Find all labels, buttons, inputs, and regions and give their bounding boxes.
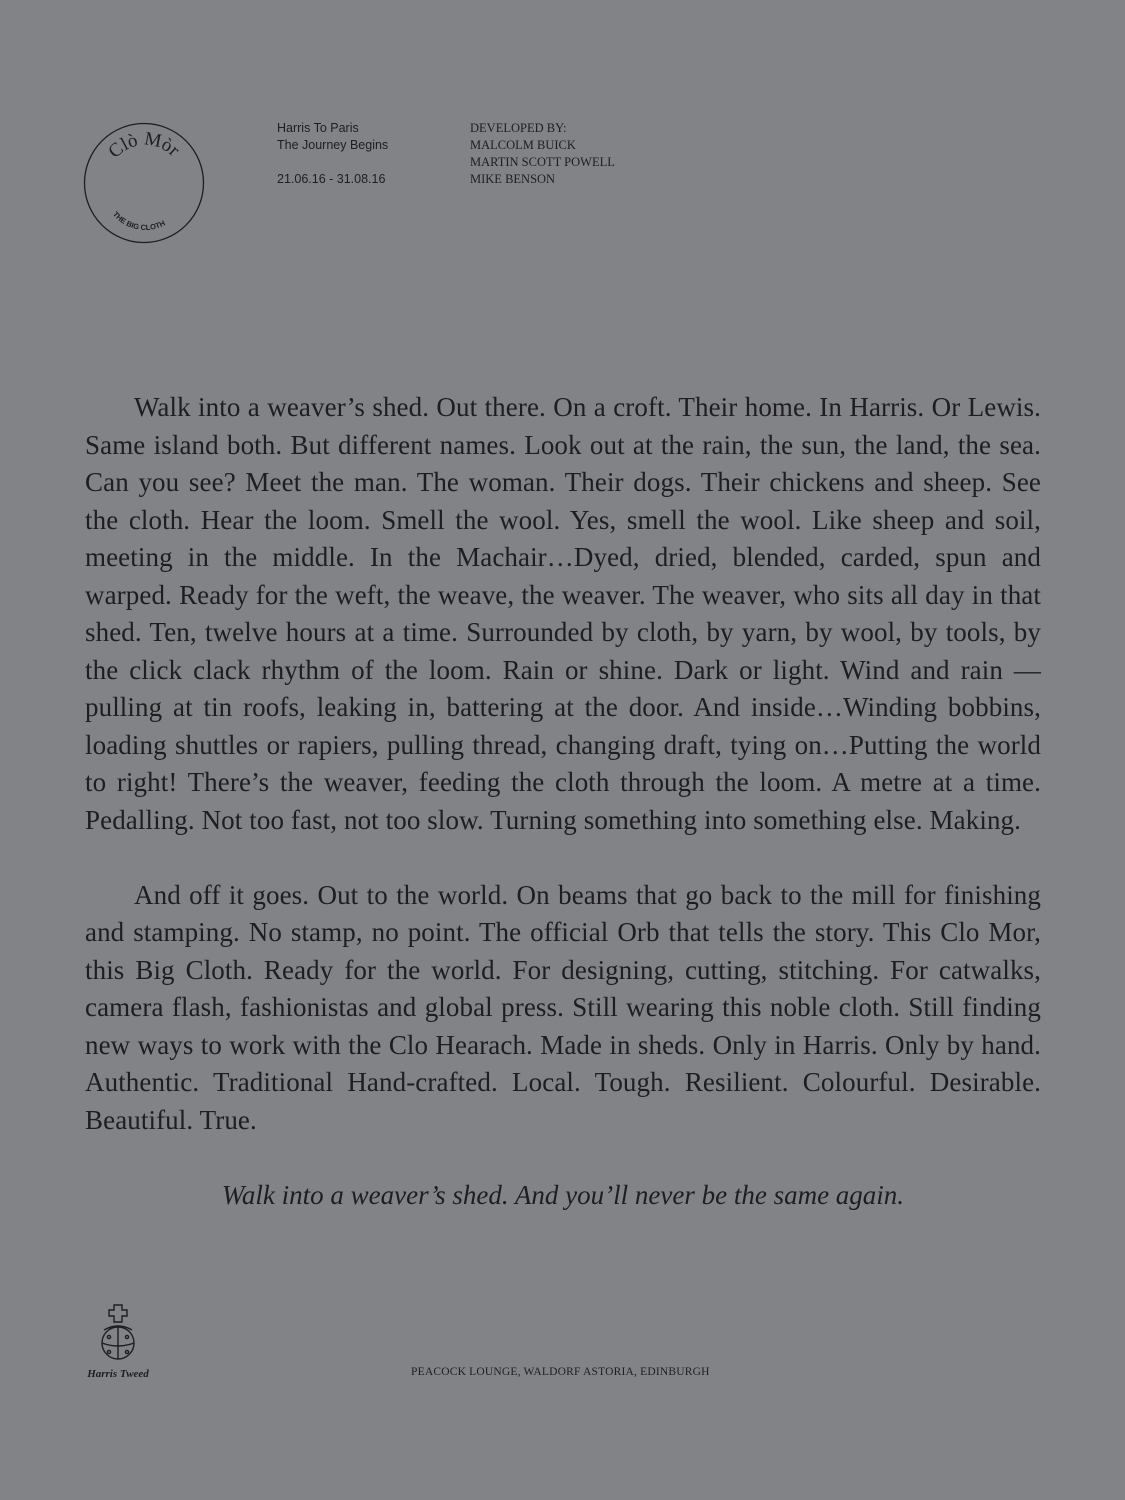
tagline: Walk into a weaver’s shed. And you’ll never be the same again.	[221, 1179, 905, 1210]
developed-label: DEVELOPED BY:	[470, 121, 567, 135]
orb-icon	[102, 1305, 134, 1359]
event-subtitle: The Journey Begins	[277, 138, 389, 152]
event-dates: 21.06.16 - 31.08.16	[277, 172, 386, 186]
developer-name: MALCOLM BUICK	[470, 138, 576, 152]
developer-name: MIKE BENSON	[470, 172, 556, 186]
paragraph-1: Walk into a weaver’s shed. Out there. On a croft. Their home. In Harris. Or Lewis. Same island both. But different names. Look out at the rain, the sun, the land, the sea. Can you see? Meet the man. The woman. Their dogs. Their chickens and sheep. See the cloth. Hear the loom. Smell the wool. Yes, smell the wool. Like sheep and soil, meeting in the middle. In the Machair…Dyed, dried, blended, carded, spun and warped. Ready for the weft, the weave, the weaver. The weaver, who sits all day in that shed. Ten, twelve hours at a time. Surrounded by cloth, by yarn, by wool, by tools, by the click clack rhythm of the loom. Rain or shine. Dark or light. Wind and rain — pulling at tin roofs, leaking in, battering at the door. And inside…Winding bobbins, loading shuttles or rapiers, pulling thread, changing draft, tying on…Putting the world to right! There’s the weaver, feeding the cloth through the loom. A metre at a time. Pedalling. Not too fast, not too slow. Turning something into something else. Making.	[85, 392, 1041, 835]
clo-mor-seal	[83, 122, 205, 244]
seal-title: Clò Mòr	[104, 128, 184, 163]
paragraph-2: And off it goes. Out to the world. On beams that go back to the mill for finishing and stamping. No stamp, no point. The official Orb that tells the story. This Clo Mor, this Big Cloth. Ready for the world. For designing, cutting, stitching. For catwalks, camera flash, fashionistas and global press. Still wearing this noble cloth. Still finding new ways to work with the Clo Hearach. Made in sheds. Only in Harris. Only by hand. Authentic. Traditional Hand-crafted. Local. Tough. Resilient. Colourful. Desirable. Beautiful. True.	[85, 879, 1041, 1135]
body-copy	[85, 389, 1041, 1214]
seal-subtitle: THE BIG CLOTH	[111, 209, 167, 233]
event-info	[277, 120, 388, 188]
harris-tweed-orb-logo	[82, 1302, 154, 1382]
event-title: Harris To Paris	[277, 121, 359, 135]
developers-info	[470, 120, 615, 188]
developer-name: MARTIN SCOTT POWELL	[470, 155, 615, 169]
logo-text: Harris Tweed	[87, 1368, 149, 1380]
venue-address: PEACOCK LOUNGE, WALDORF ASTORIA, EDINBURGH	[411, 1366, 710, 1378]
